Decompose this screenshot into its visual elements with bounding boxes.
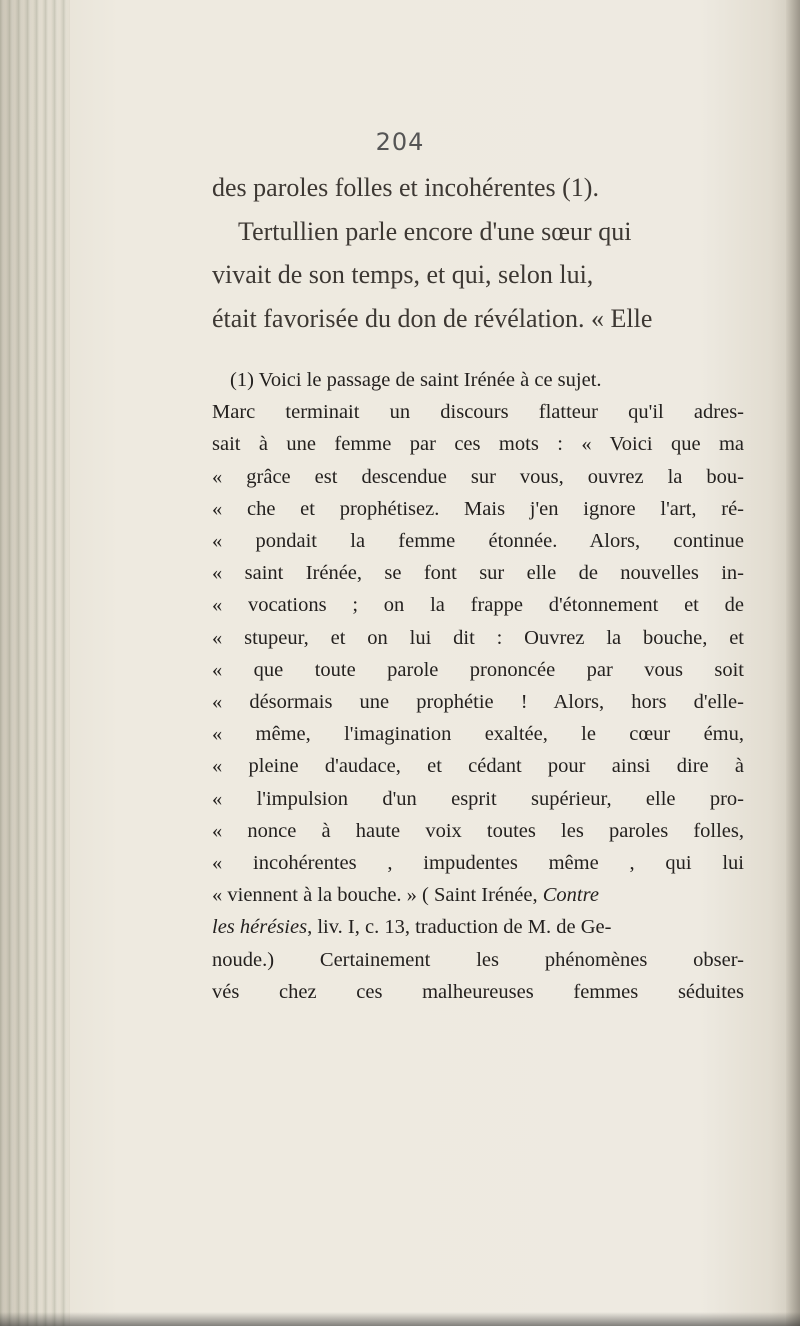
body-text bbox=[212, 166, 737, 340]
footnote-line-with-citation bbox=[212, 879, 744, 911]
footnote-line: « saint Irénée, se font sur elle de nouvelles in- bbox=[212, 562, 744, 585]
footnote-line: Marc terminait un discours flatteur qu'il adres- bbox=[212, 401, 744, 424]
footnote bbox=[212, 364, 744, 1008]
footnote-line-text: « viennent à la bouche. » ( Saint Irénée, bbox=[212, 884, 538, 907]
book-title-italic-continued: les hérésies bbox=[212, 916, 308, 939]
footnote-line: « que toute parole prononcée par vous soit bbox=[212, 658, 744, 681]
footnote-line: « che et prophétisez. Mais j'en ignore l'art, ré- bbox=[212, 497, 744, 520]
footnote-line: (1) Voici le passage de saint Irénée à ce sujet. bbox=[230, 369, 602, 391]
footnote-line-text: liv. I, c. 13, traduction de M. de Ge- bbox=[317, 916, 612, 939]
footnote-line: « l'impulsion d'un esprit supérieur, elle pro- bbox=[212, 787, 744, 810]
footnote-line: « pondait la femme étonnée. Alors, continue bbox=[212, 530, 744, 553]
page-bottom-edge bbox=[0, 1312, 800, 1326]
page-binding-shadow bbox=[0, 0, 70, 1326]
footnote-line: noude.) Certainement les phénomènes obser- bbox=[212, 948, 744, 971]
page-edge-shadow bbox=[786, 0, 800, 1326]
book-title-italic: Contre bbox=[542, 884, 599, 907]
footnote-line: « incohérentes , impudentes même , qui lui bbox=[212, 852, 744, 875]
footnote-line: vés chez ces malheureuses femmes séduites bbox=[212, 980, 744, 1003]
footnote-line: « désormais une prophétie ! Alors, hors d'elle- bbox=[212, 691, 744, 714]
footnote-line: « grâce est descendue sur vous, ouvrez la bou- bbox=[212, 465, 744, 488]
footnote-line: sait à une femme par ces mots : « Voici que ma bbox=[212, 433, 744, 456]
body-line: Tertullien parle encore d'une sœur qui bbox=[238, 216, 632, 246]
footnote-line: « même, l'imagination exaltée, le cœur ému, bbox=[212, 723, 744, 746]
footnote-line: « pleine d'audace, et cédant pour ainsi dire à bbox=[212, 755, 744, 778]
footnote-line: « vocations ; on la frappe d'étonnement et de bbox=[212, 594, 744, 617]
footnote-line: « stupeur, et on lui dit : Ouvrez la bouche, et bbox=[212, 626, 744, 649]
body-line: était favorisée du don de révélation. « Elle bbox=[212, 303, 653, 333]
body-line: vivait de son temps, et qui, selon lui, bbox=[212, 260, 594, 289]
page-number: 204 bbox=[375, 128, 425, 156]
body-line: des paroles folles et incohérentes (1). bbox=[212, 173, 599, 202]
footnote-line: « nonce à haute voix toutes les paroles folles, bbox=[212, 819, 744, 842]
footnote-line-with-citation: les hérésies, liv. I, c. 13, traduction de M. de Ge- bbox=[212, 916, 612, 939]
